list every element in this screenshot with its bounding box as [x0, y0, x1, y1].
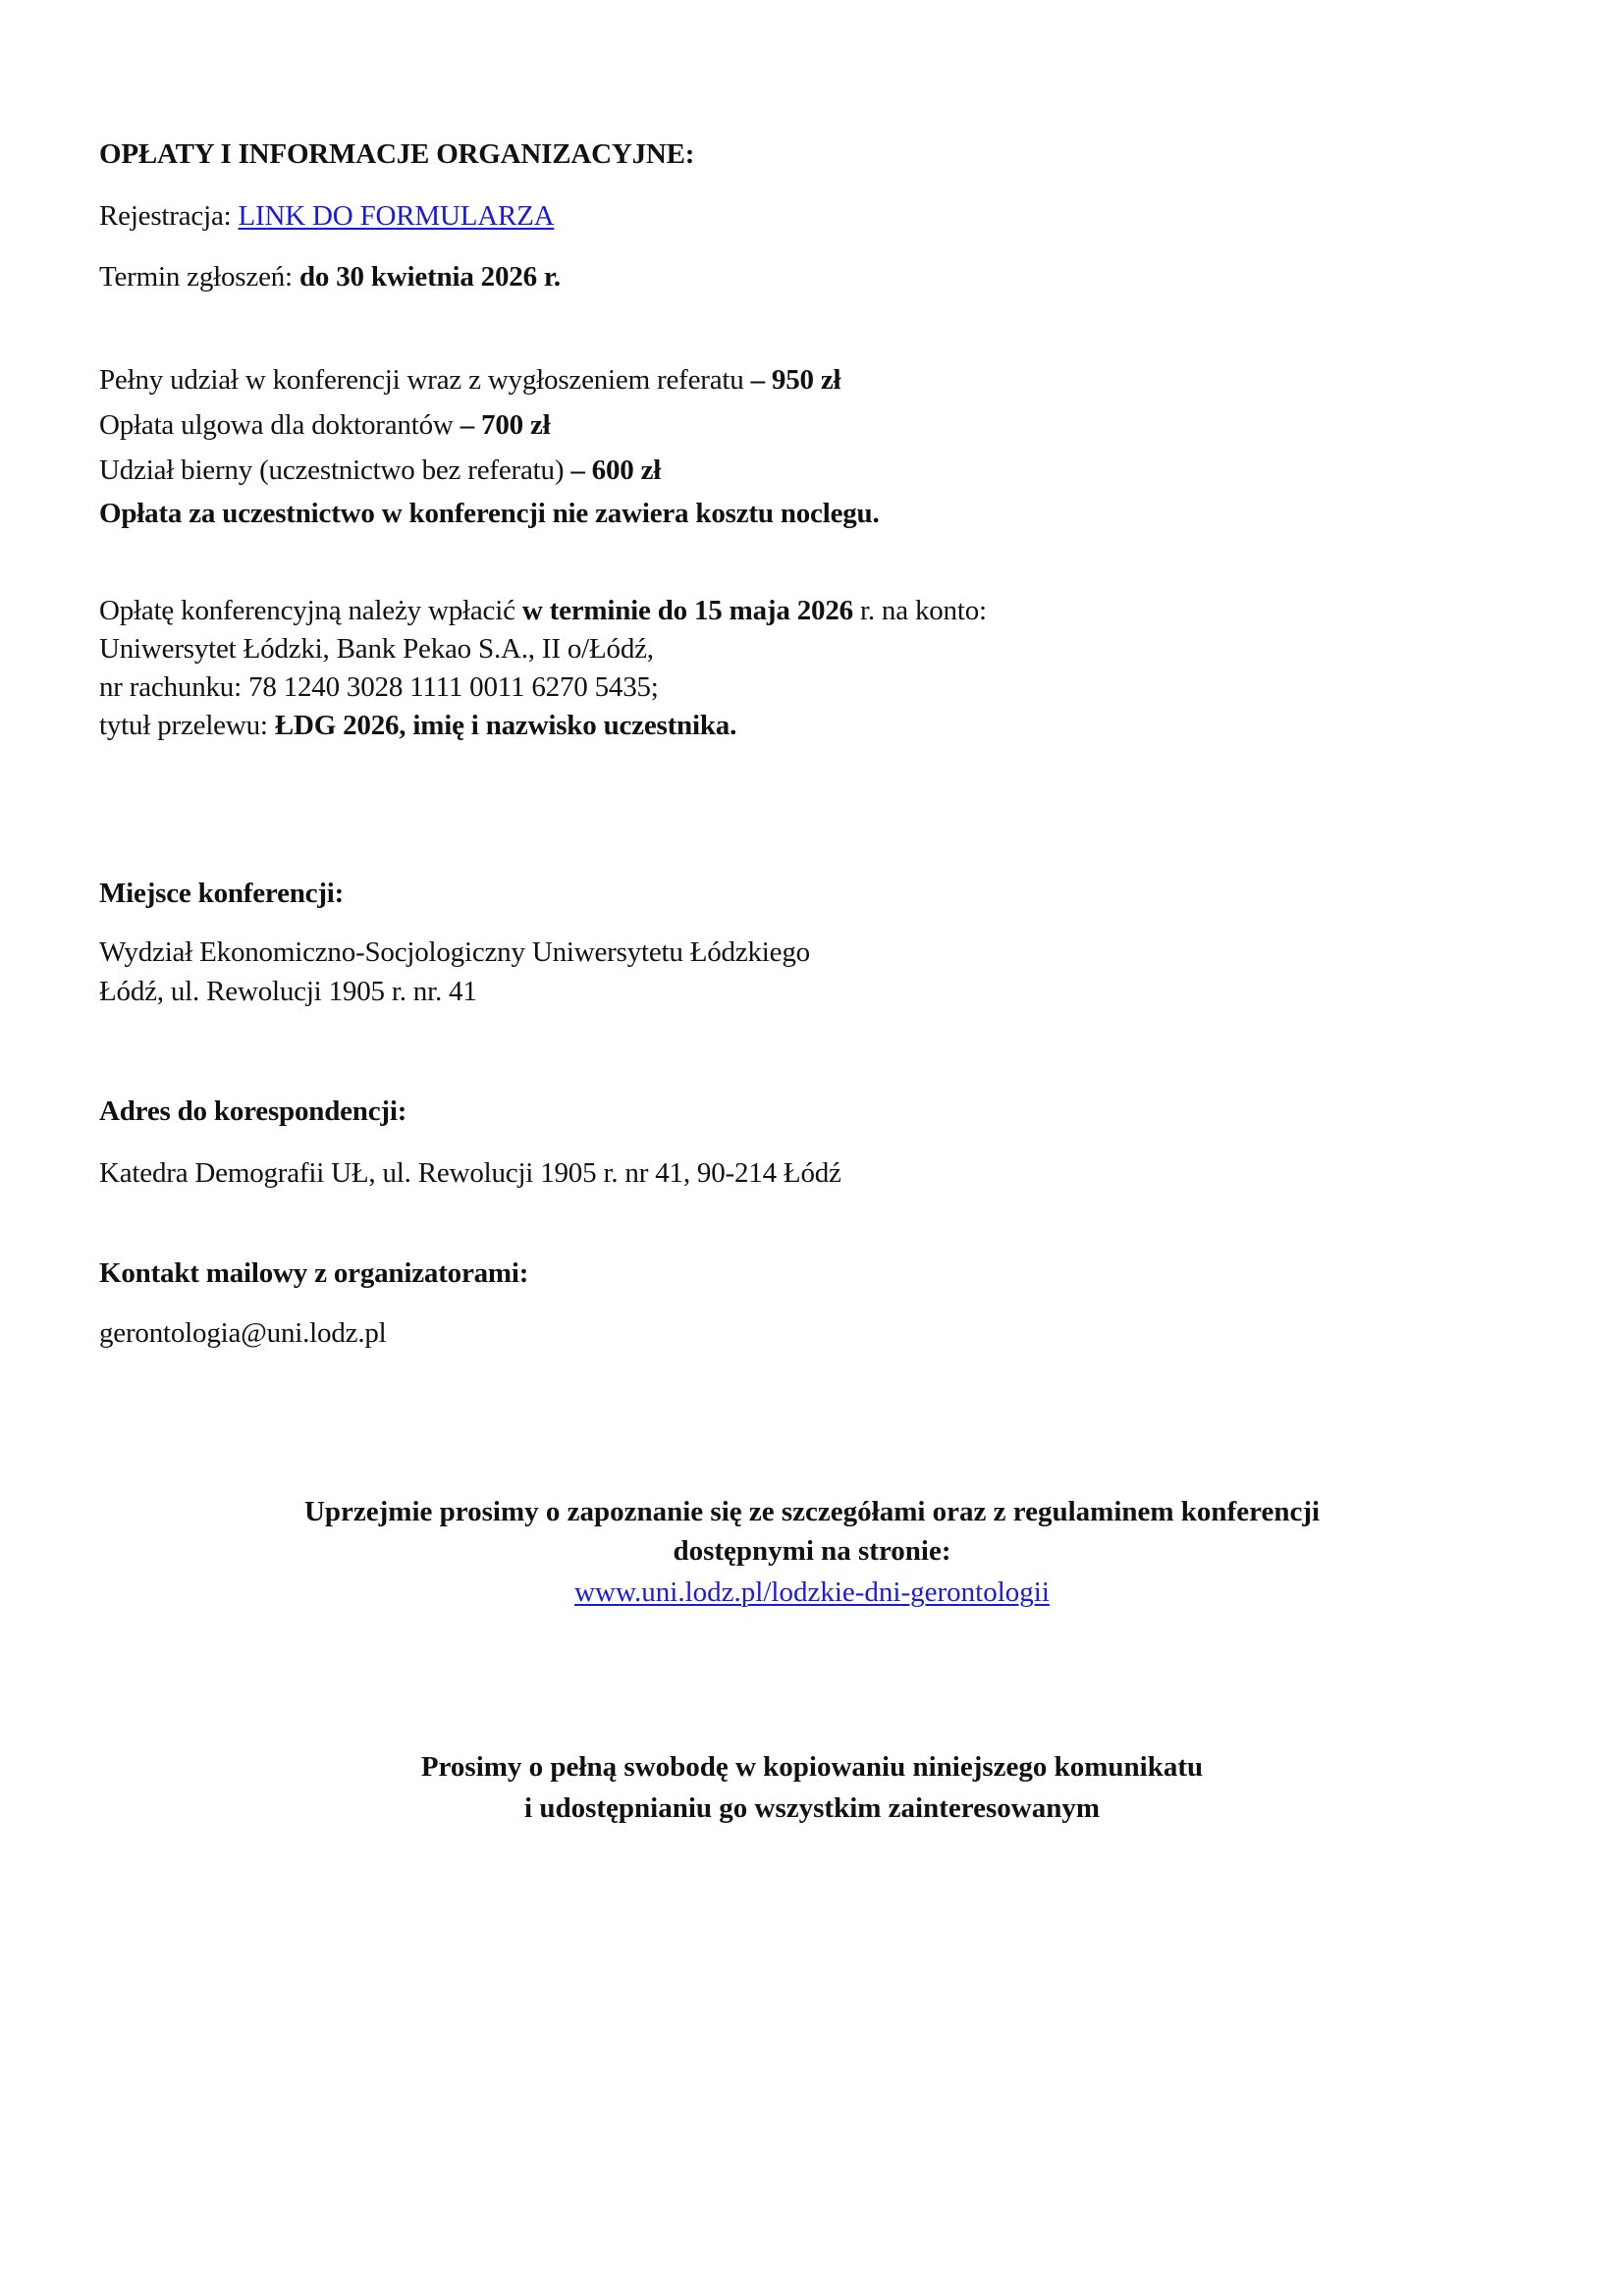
fee-label: Udział bierny (uczestnictwo bez referatu): [99, 454, 571, 486]
correspondence-address: Katedra Demografii UŁ, ul. Rewolucji 1905 r. nr 41, 90-214 Łódź: [99, 1157, 841, 1189]
registration-label: Rejestracja:: [99, 200, 239, 232]
fee-item: [99, 454, 661, 487]
payment-account-number: nr rachunku: 78 1240 3028 1111 0011 6270 5435;: [99, 671, 659, 703]
deadline-label: Termin zgłoszeń:: [99, 261, 299, 293]
fee-label: Pełny udział w konferencji wraz z wygłoszeniem referatu: [99, 364, 751, 396]
contact-email: gerontologia@uni.lodz.pl: [99, 1317, 387, 1349]
registration-line: [99, 199, 554, 233]
fee-amount: – 600 zł: [570, 454, 662, 486]
fee-amount: – 950 zł: [750, 364, 841, 396]
fees-heading: OPŁATY I INFORMACJE ORGANIZACYJNE:: [99, 138, 695, 170]
info-line-2: dostępnymi na stronie:: [673, 1535, 951, 1567]
payment-title-label: tytuł przelewu:: [99, 710, 275, 741]
fee-label: Opłata ulgowa dla doktorantów: [99, 409, 460, 441]
closing-line-2: i udostępnianiu go wszystkim zainteresowanym: [524, 1792, 1100, 1824]
payment-line-1: [99, 594, 987, 627]
venue-line-2: Łódź, ul. Rewolucji 1905 r. nr. 41: [99, 976, 477, 1007]
correspondence-heading: Adres do korespondencji:: [99, 1095, 407, 1127]
fee-amount: – 700 zł: [460, 409, 551, 441]
info-line-1: Uprzejmie prosimy o zapoznanie się ze szczegółami oraz z regulaminem konferencji: [303, 1496, 1321, 1527]
deadline-line: [99, 260, 561, 294]
conference-website-link[interactable]: www.uni.lodz.pl/lodzkie-dni-gerontologii: [574, 1576, 1050, 1608]
fee-item: [99, 363, 840, 397]
contact-heading: Kontakt mailowy z organizatorami:: [99, 1257, 529, 1289]
payment-title-value: ŁDG 2026, imię i nazwisko uczestnika.: [274, 710, 737, 741]
venue-heading: Miejsce konferencji:: [99, 878, 345, 909]
payment-line-4: [99, 709, 736, 742]
fees-note: Opłata za uczestnictwo w konferencji nie zawiera kosztu noclegu.: [99, 498, 880, 529]
fee-item: [99, 408, 551, 442]
payment-deadline: w terminie do 15 maja 2026: [521, 595, 853, 626]
payment-text: r. na konto:: [852, 595, 987, 626]
registration-form-link[interactable]: LINK DO FORMULARZA: [238, 200, 555, 232]
info-url-row: [0, 1575, 1624, 1609]
deadline-value: do 30 kwietnia 2026 r.: [298, 261, 561, 293]
payment-line-2: Uniwersytet Łódzki, Bank Pekao S.A., II o/Łódź,: [99, 633, 654, 665]
payment-text: Opłatę konferencyjną należy wpłacić: [99, 595, 522, 626]
venue-line-1: Wydział Ekonomiczno-Socjologiczny Uniwersytetu Łódzkiego: [99, 936, 810, 968]
closing-line-1: Prosimy o pełną swobodę w kopiowaniu niniejszego komunikatu: [420, 1751, 1204, 1783]
